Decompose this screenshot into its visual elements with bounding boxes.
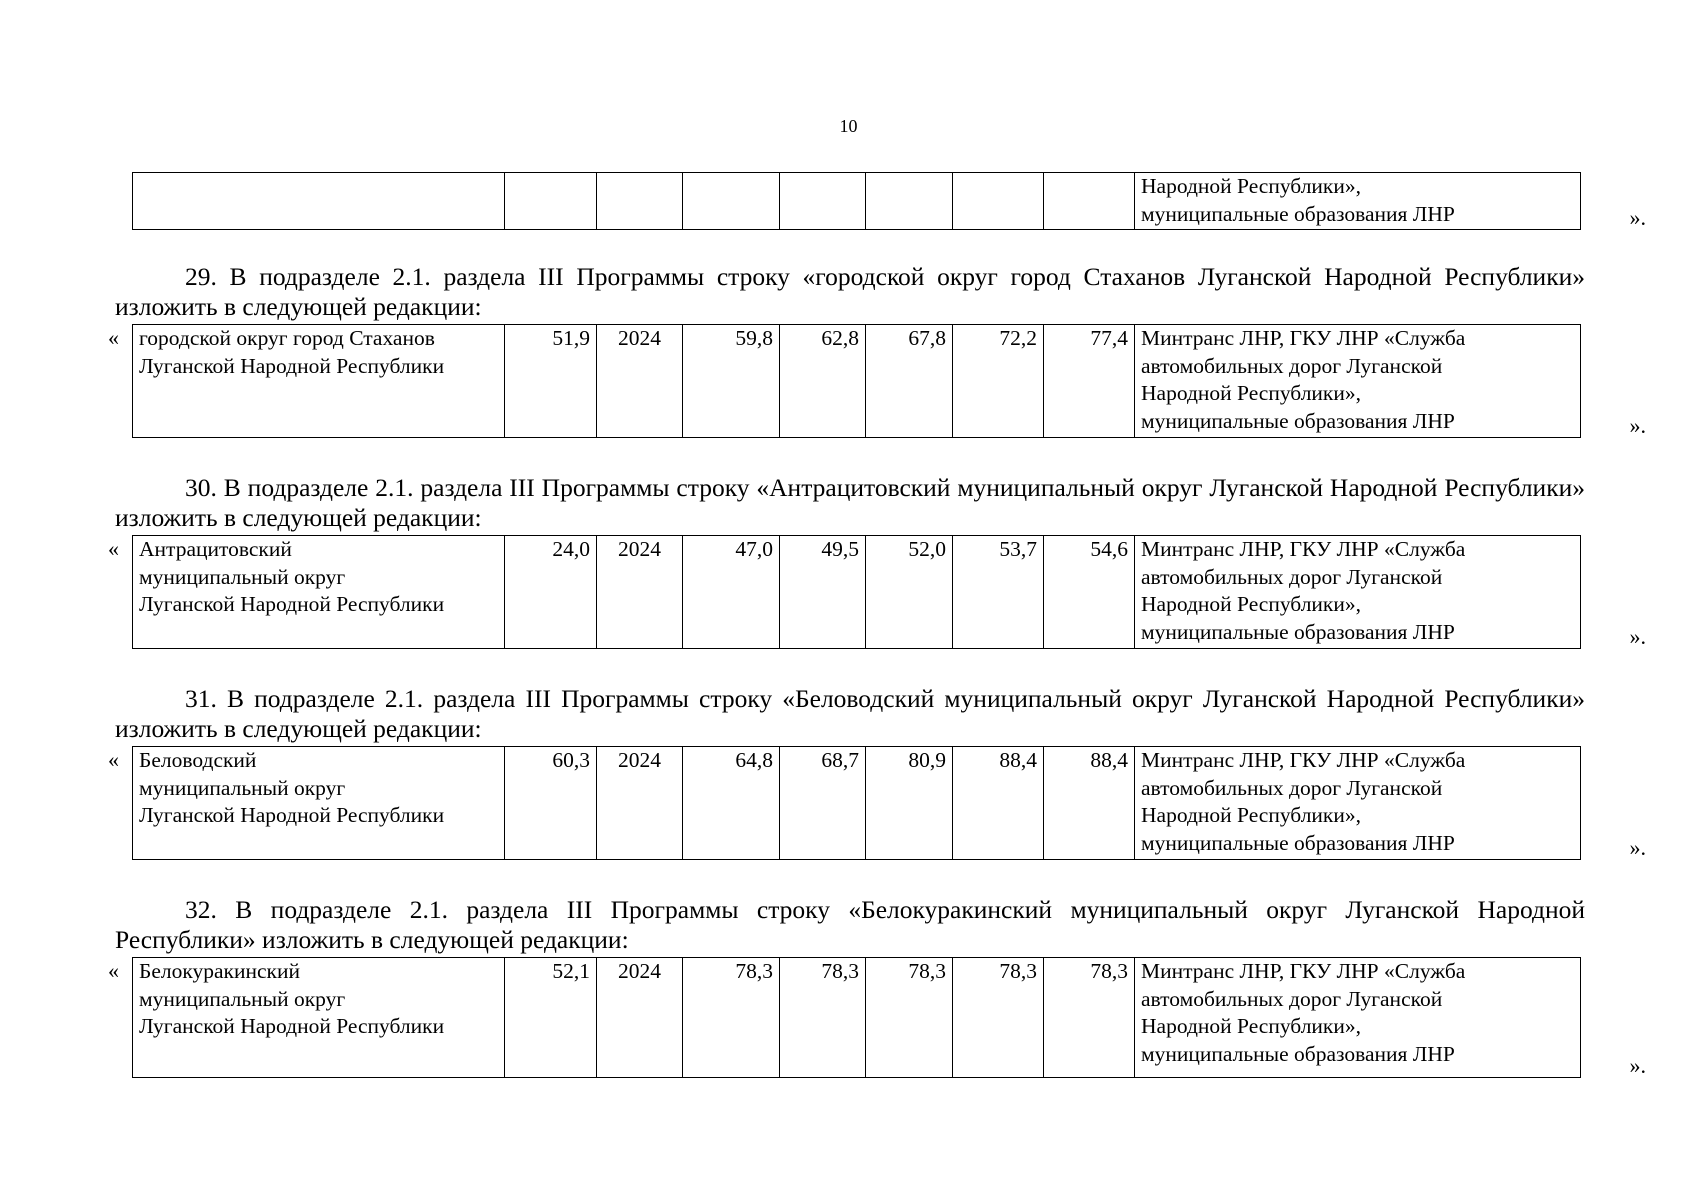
cell-v1: 59,8: [683, 325, 780, 438]
cell-name: [133, 536, 505, 649]
responsible-line: Минтранс ЛНР, ГКУ ЛНР «Служба: [1141, 748, 1466, 772]
cell-v5: [1044, 173, 1135, 230]
amendment-paragraph: 30. В подразделе 2.1. раздела III Программы строку «Антрацитовский муниципальный округ Луганской Народной Республики» изложить в следующей редакции:: [115, 473, 1585, 532]
name-line: Луганской Народной Республики: [139, 803, 445, 827]
responsible-line: муниципальные образования ЛНР: [1141, 619, 1455, 644]
cell-base: 24,0: [505, 536, 597, 649]
amendment-item-29: [108, 262, 1646, 438]
responsible-line: Минтранс ЛНР, ГКУ ЛНР «Служба: [1141, 959, 1466, 983]
cell-responsible: [1135, 536, 1581, 649]
cell-v4: [953, 173, 1044, 230]
open-quote: «: [108, 536, 119, 561]
cell-v2: 78,3: [780, 958, 866, 1078]
responsible-line: Народной Республики»,: [1141, 803, 1362, 827]
replacement-table: [132, 535, 1581, 649]
cell-v2: 49,5: [780, 536, 866, 649]
close-quote: ».: [1629, 835, 1646, 860]
cell-v4: 88,4: [953, 747, 1044, 860]
open-quote: «: [108, 747, 119, 772]
cell-v3: 80,9: [866, 747, 953, 860]
name-line: Луганской Народной Республики: [139, 1014, 445, 1038]
name-line: Луганской Народной Республики: [139, 353, 445, 378]
continued-row: [132, 172, 1646, 230]
responsible-line: Минтранс ЛНР, ГКУ ЛНР «Служба: [1141, 537, 1466, 561]
responsible-line: Народной Республики»,: [1141, 592, 1362, 616]
cell-responsible: [1135, 958, 1581, 1078]
cell-name: [133, 747, 505, 860]
continued-row-block: [115, 172, 1646, 230]
responsible-line: автомобильных дорог Луганской: [1141, 353, 1443, 378]
name-line: муниципальный округ: [139, 775, 346, 800]
open-quote: «: [108, 958, 119, 983]
cell-v5: 54,6: [1044, 536, 1135, 649]
close-quote: ».: [1629, 624, 1646, 649]
responsible-line: Народной Республики»,: [1141, 1014, 1362, 1038]
cell-v5: 78,3: [1044, 958, 1135, 1078]
name-line: Луганской Народной Республики: [139, 592, 445, 616]
amendment-item-30: [108, 473, 1646, 649]
amendment-item-31: [108, 684, 1646, 860]
cell-v1: 64,8: [683, 747, 780, 860]
cell-v2: 62,8: [780, 325, 866, 438]
cell-v5: 88,4: [1044, 747, 1135, 860]
cell-name: [133, 173, 505, 230]
close-quote: ».: [1629, 205, 1646, 230]
cell-base: 51,9: [505, 325, 597, 438]
cell-v2: [780, 173, 866, 230]
responsible-line: муниципальные образования ЛНР: [1141, 201, 1455, 226]
page-number: 10: [839, 116, 858, 136]
name-line: городской округ город Стаханов: [139, 326, 435, 350]
name-line: муниципальный округ: [139, 986, 346, 1011]
cell-base: [505, 173, 597, 230]
replacement-table: [132, 957, 1581, 1078]
amendment-item-32: [108, 895, 1646, 1078]
cell-responsible: [1135, 325, 1581, 438]
cell-name: [133, 958, 505, 1078]
cell-v2: 68,7: [780, 747, 866, 860]
close-quote: ».: [1629, 1053, 1646, 1078]
name-line: Антрацитовский: [139, 537, 292, 561]
responsible-line: муниципальные образования ЛНР: [1141, 1041, 1455, 1066]
cell-name: [133, 325, 505, 438]
cell-v3: 52,0: [866, 536, 953, 649]
cell-responsible: [1135, 747, 1581, 860]
cell-year: 2024: [597, 536, 683, 649]
responsible-line: муниципальные образования ЛНР: [1141, 830, 1455, 855]
cell-year: [597, 173, 683, 230]
cell-v3: [866, 173, 953, 230]
responsible-line: автомобильных дорог Луганской: [1141, 564, 1443, 589]
cell-v3: 67,8: [866, 325, 953, 438]
amendment-paragraph: 29. В подразделе 2.1. раздела III Программы строку «городской округ город Стаханов Луганской Народной Республики» изложить в следующей редакции:: [115, 262, 1585, 321]
open-quote: «: [108, 325, 119, 350]
responsible-line: Народной Республики»,: [1141, 174, 1362, 198]
name-line: Беловодский: [139, 748, 257, 772]
replacement-table: [132, 746, 1581, 860]
cell-v1: 78,3: [683, 958, 780, 1078]
replacement-row: [108, 746, 1646, 860]
cell-v3: 78,3: [866, 958, 953, 1078]
cell-year: 2024: [597, 747, 683, 860]
amendment-paragraph: 31. В подразделе 2.1. раздела III Программы строку «Беловодский муниципальный округ Луганской Народной Республики» изложить в следующей редакции:: [115, 684, 1585, 743]
cell-v4: 78,3: [953, 958, 1044, 1078]
cell-year: 2024: [597, 958, 683, 1078]
responsible-line: автомобильных дорог Луганской: [1141, 986, 1443, 1011]
responsible-line: муниципальные образования ЛНР: [1141, 408, 1455, 433]
close-quote: ».: [1629, 413, 1646, 438]
cell-v4: 72,2: [953, 325, 1044, 438]
cell-v5: 77,4: [1044, 325, 1135, 438]
cell-v1: [683, 173, 780, 230]
replacement-row: [108, 957, 1646, 1078]
name-line: муниципальный округ: [139, 564, 346, 589]
replacement-table: [132, 324, 1581, 438]
responsible-line: Минтранс ЛНР, ГКУ ЛНР «Служба: [1141, 326, 1466, 350]
replacement-row: [108, 535, 1646, 649]
continued-table: [132, 172, 1581, 230]
cell-year: 2024: [597, 325, 683, 438]
name-line: Белокуракинский: [139, 959, 301, 983]
amendment-paragraph: 32. В подразделе 2.1. раздела III Программы строку «Белокуракинский муниципальный округ Луганской Народной Республики» изложить в следующей редакции:: [115, 895, 1585, 954]
cell-v1: 47,0: [683, 536, 780, 649]
responsible-line: автомобильных дорог Луганской: [1141, 775, 1443, 800]
cell-base: 60,3: [505, 747, 597, 860]
cell-responsible: [1135, 173, 1581, 230]
replacement-row: [108, 324, 1646, 438]
responsible-line: Народной Республики»,: [1141, 381, 1362, 405]
cell-base: 52,1: [505, 958, 597, 1078]
cell-v4: 53,7: [953, 536, 1044, 649]
